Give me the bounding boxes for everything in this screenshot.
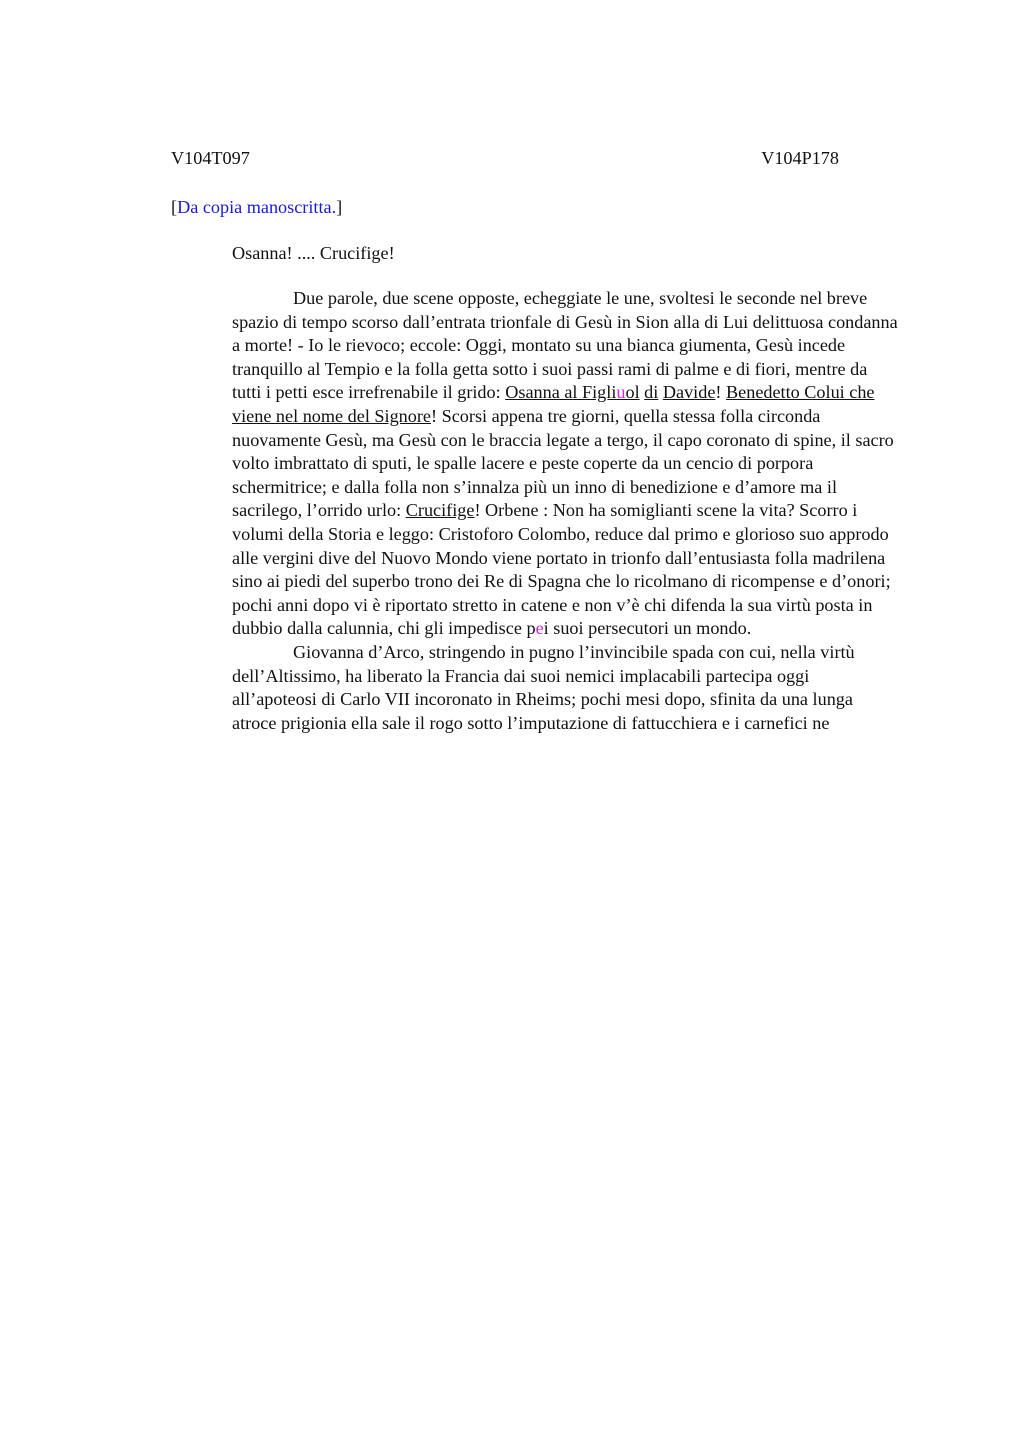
- paragraph-line: volumi della Storia e leggo: Cristoforo Colombo, reduce dal primo e glorioso suo approdo: [232, 523, 889, 544]
- source-note-close-bracket: ]: [336, 197, 343, 217]
- text-run: i suoi persecutori un mondo.: [543, 618, 752, 639]
- paragraph-line: [171, 499, 931, 523]
- underlined-phrase: viene nel nome del Signore: [232, 405, 431, 426]
- text-run: !: [715, 382, 727, 403]
- document-title: Osanna! .... Crucifige!: [232, 243, 395, 263]
- highlighted-letter: e: [535, 618, 544, 639]
- paragraph-line: sino ai piedi del superbo trono dei Re di Spagna che lo ricolmano di ricompense e d’onori;: [232, 571, 891, 592]
- source-note: [171, 195, 931, 219]
- source-note-text: Da copia manoscritta.: [177, 197, 337, 217]
- paragraph-line: [171, 405, 931, 429]
- paragraph-line: tranquillo al Tempio e la folla getta sotto i suoi passi rami di palme e di fiori, mentre da: [232, 358, 868, 379]
- paragraph-line: spazio di tempo scorso dall’entrata trionfale di Gesù in Sion alla di Lui delittuosa condanna: [232, 311, 898, 332]
- paragraph-line: [171, 381, 931, 405]
- underlined-phrase: [505, 382, 639, 402]
- text-run: Osanna al Figli: [505, 382, 617, 403]
- paragraph-line: a morte! - Io le rievoco; eccole: Oggi, montato su una bianca giumenta, Gesù incede: [232, 335, 846, 356]
- text-run: ! Scorsi appena tre giorni, quella stessa folla circonda: [431, 405, 821, 426]
- paragraph-line: atroce prigionia ella sale il rogo sotto l’imputazione di fattucchiera e i carnefici ne: [232, 712, 830, 733]
- document-code-left: V104T097: [171, 148, 250, 168]
- highlighted-letter: u: [616, 382, 626, 403]
- document-code-right: V104P178: [761, 148, 839, 168]
- source-note-open-bracket: [: [171, 197, 178, 217]
- paragraph-line: pochi anni dopo vi è riportato stretto in catene e non v’è chi difenda la sua virtù posta in: [232, 594, 873, 615]
- underlined-phrase: Davide: [662, 382, 716, 403]
- paragraph-line: nuovamente Gesù, ma Gesù con le braccia legate a tergo, il capo coronato di spine, il sacro: [232, 429, 894, 450]
- text-run: sacrilego, l’orrido urlo:: [232, 500, 406, 521]
- document-header: [171, 146, 839, 170]
- paragraph-line: volto imbrattato di sputi, le spalle lacere e peste coperte da un cencio di porpora: [232, 453, 814, 474]
- underlined-phrase: Crucifige: [405, 500, 475, 521]
- paragraph-line: schermitrice; e dalla folla non s’innalza più un inno di benedizione e d’amore ma il: [232, 476, 838, 497]
- text-run: ! Orbene : Non ha somiglianti scene la vita? Scorro i: [474, 500, 858, 521]
- paragraph-2: [171, 641, 931, 735]
- text-run: tutti i petti esce irrefrenabile il grido:: [232, 382, 506, 403]
- underlined-phrase: Benedetto Colui che: [726, 382, 875, 403]
- paragraph-1: [171, 287, 931, 641]
- document-page: [171, 146, 931, 735]
- paragraph-line: alle vergini dive del Nuovo Mondo viene portato in trionfo dall’entusiasta folla madrilena: [232, 547, 886, 568]
- paragraph-line: [171, 617, 931, 641]
- paragraph-line: Giovanna d’Arco, stringendo in pugno l’invincibile spada con cui, nella virtù: [293, 641, 855, 662]
- paragraph-line: Due parole, due scene opposte, echeggiate le une, svoltesi le seconde nel breve: [293, 288, 868, 308]
- underlined-phrase: di: [644, 382, 659, 403]
- paragraph-line: dell’Altissimo, ha liberato la Francia dai suoi nemici implacabili partecipa oggi: [232, 665, 810, 686]
- text-run: dubbio dalla calunnia, chi gli impedisce p: [232, 618, 536, 639]
- paragraph-line: all’apoteosi di Carlo VII incoronato in Rheims; pochi mesi dopo, sfinita da una lunga: [232, 689, 853, 710]
- text-run: ol: [625, 382, 640, 403]
